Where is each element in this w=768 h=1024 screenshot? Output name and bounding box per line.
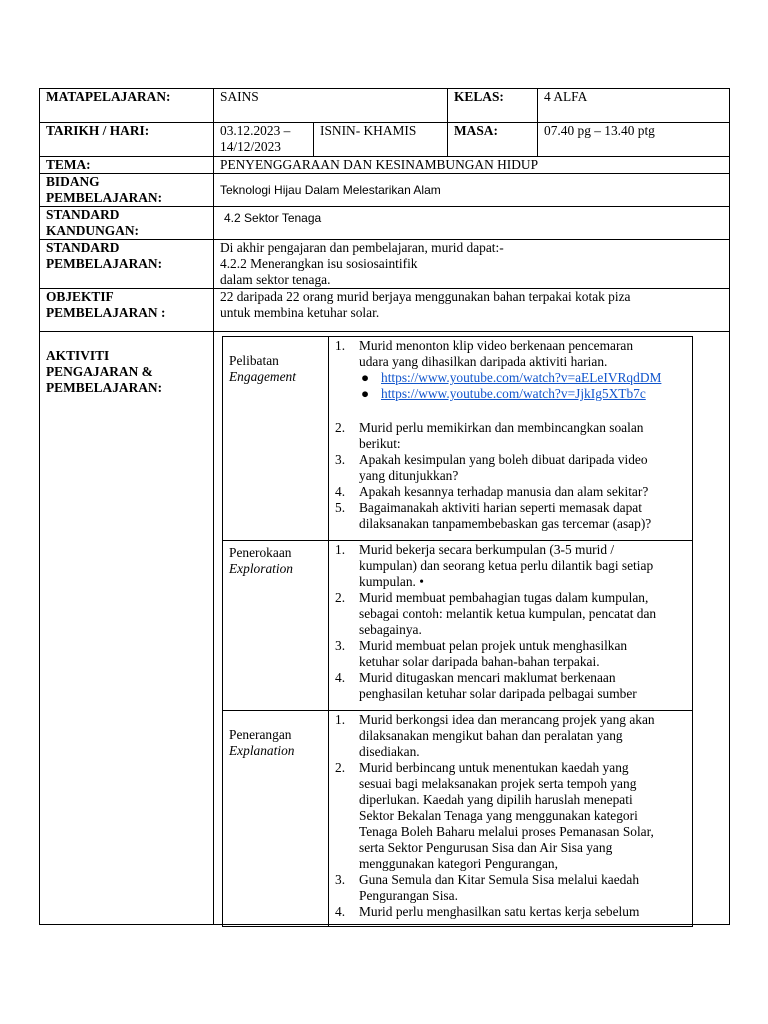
item-line: Murid perlu menghasilkan satu kertas kerja sebelum: [359, 904, 640, 919]
phase-engagement: [223, 337, 329, 541]
item-number: 4.: [335, 670, 346, 685]
item-line: Murid bekerja secara berkumpulan (3-5 murid /: [359, 542, 615, 557]
matapelajaran-value: SAINS: [214, 89, 448, 123]
standard-kandungan-value: [214, 207, 730, 240]
item-number: 4.: [335, 904, 346, 919]
item-line: Bagaimanakah aktiviti harian seperti memasak dapat: [359, 500, 642, 515]
item-number: 2.: [335, 760, 346, 775]
phase-explanation: [223, 711, 329, 927]
objektif-value: [214, 289, 730, 332]
obj-value-line2: untuk membina ketuhar solar.: [220, 305, 380, 320]
item-line: Guna Semula dan Kitar Semula Sisa melalui kaedah: [359, 872, 640, 887]
bidang-label-line1: BIDANG: [46, 174, 100, 189]
list-item: [329, 712, 692, 760]
list-item: [329, 500, 692, 532]
list-item: [329, 338, 692, 370]
sp-label-line2: PEMBELAJARAN:: [46, 256, 163, 271]
obj-label-line1: OBJEKTIF: [46, 289, 114, 304]
kelas-label: KELAS:: [448, 89, 538, 123]
list-item: [329, 904, 692, 920]
item-line: berikut:: [359, 436, 401, 451]
video-link-text[interactable]: https://www.youtube.com/watch?v=JjkIg5XTb7c: [381, 386, 646, 401]
sp-label-line1: STANDARD: [46, 240, 120, 255]
list-item: [329, 590, 692, 638]
akt-label-line3: PEMBELAJARAN:: [46, 380, 163, 395]
lesson-plan-document: [39, 88, 729, 925]
masa-label: MASA:: [448, 123, 538, 157]
phase-exploration: [223, 541, 329, 711]
item-line: Murid berkongsi idea dan merancang projek yang akan: [359, 712, 655, 727]
item-line: Murid membuat pelan projek untuk menghasilkan: [359, 638, 628, 653]
kelas-value: 4 ALFA: [538, 89, 730, 123]
sk-label-line2: KANDUNGAN:: [46, 223, 139, 238]
tema-label: TEMA:: [40, 157, 214, 174]
list-item: [329, 484, 692, 500]
akt-label-line1: AKTIVITI: [46, 348, 110, 363]
aktiviti-content: [214, 332, 730, 925]
item-line: kumpulan. •: [359, 574, 424, 589]
sp-value-line3: dalam sektor tenaga.: [220, 272, 331, 287]
item-number: 1.: [335, 712, 346, 727]
standard-pembelajaran-label: [40, 240, 214, 289]
tarikh-value: [214, 123, 314, 157]
list-item: [329, 638, 692, 670]
item-number: 3.: [335, 872, 346, 887]
lesson-plan-table: [39, 88, 730, 925]
sk-value-text: 4.2 Sektor Tenaga: [224, 211, 322, 225]
list-item: [329, 452, 692, 484]
item-line: Pengurangan Sisa.: [359, 888, 458, 903]
item-line: diperlukan. Kaedah yang dipilih haruslah menepati: [359, 792, 633, 807]
phase-explanation-name: Penerangan: [229, 727, 292, 742]
item-number: 4.: [335, 484, 346, 499]
standard-kandungan-label: [40, 207, 214, 240]
hari-value: ISNIN- KHAMIS: [314, 123, 448, 157]
video-link-1[interactable]: [329, 370, 692, 386]
tarikh-end: 14/12/2023: [220, 139, 282, 154]
list-item: [329, 420, 692, 452]
item-number: 3.: [335, 452, 346, 467]
item-number: 2.: [335, 420, 346, 435]
bidang-value-text: Teknologi Hijau Dalam Melestarikan Alam: [220, 183, 441, 197]
item-line: kumpulan) dan seorang ketua perlu dilantik bagi setiap: [359, 558, 654, 573]
list-item: [329, 670, 692, 702]
item-line: penghasilan ketuhar solar daripada pelbagai sumber: [359, 686, 637, 701]
item-number: 5.: [335, 500, 346, 515]
list-item: [329, 872, 692, 904]
item-line: Apakah kesimpulan yang boleh dibuat daripada video: [359, 452, 648, 467]
matapelajaran-label: MATAPELAJARAN:: [40, 89, 214, 123]
sp-value-line2: 4.2.2 Menerangkan isu sosiosaintifik: [220, 256, 418, 271]
activity-phases-table: [222, 336, 693, 927]
item-line: udara yang dihasilkan daripada aktiviti harian.: [359, 354, 608, 369]
item-line: dilaksanakan tanpamembebaskan gas tercemar (asap)?: [359, 516, 652, 531]
item-line: disediakan.: [359, 744, 420, 759]
phase-engagement-name: Pelibatan: [229, 353, 279, 368]
obj-label-line2: PEMBELAJARAN :: [46, 305, 166, 320]
phase-explanation-name-en: Explanation: [229, 743, 295, 758]
sp-value-line1: Di akhir pengajaran dan pembelajaran, murid dapat:-: [220, 240, 504, 255]
item-number: 3.: [335, 638, 346, 653]
bidang-label-line2: PEMBELAJARAN:: [46, 190, 163, 205]
item-number: 2.: [335, 590, 346, 605]
tema-value: PENYENGGARAAN DAN KESINAMBUNGAN HIDUP: [214, 157, 730, 174]
bidang-label: [40, 174, 214, 207]
item-line: Murid membuat pembahagian tugas dalam kumpulan,: [359, 590, 649, 605]
obj-value-line1: 22 daripada 22 orang murid berjaya menggunakan bahan terpakai kotak piza: [220, 289, 631, 304]
item-line: Tenaga Boleh Baharu melalui proses Pemanasan Solar,: [359, 824, 654, 839]
phase-exploration-name-en: Exploration: [229, 561, 293, 576]
objektif-label: [40, 289, 214, 332]
bidang-value: [214, 174, 730, 207]
video-link-text[interactable]: https://www.youtube.com/watch?v=aELeIVRqdDM: [381, 370, 662, 385]
item-line: yang ditunjukkan?: [359, 468, 459, 483]
item-number: 1.: [335, 338, 346, 353]
masa-value: 07.40 pg – 13.40 ptg: [538, 123, 730, 157]
item-line: sesuai bagi melaksanakan projek serta tempoh yang: [359, 776, 637, 791]
item-line: Apakah kesannya terhadap manusia dan alam sekitar?: [359, 484, 649, 499]
item-line: sebagai contoh: melantik ketua kumpulan, pencatat dan: [359, 606, 657, 621]
item-line: Murid ditugaskan mencari maklumat berkenaan: [359, 670, 616, 685]
list-item: [329, 542, 692, 590]
item-line: dilaksanakan mengikut bahan dan peralatan yang: [359, 728, 623, 743]
explanation-content: [329, 711, 693, 927]
item-line: menggunakan kategori Pengurangan,: [359, 856, 558, 871]
bullet-icon: ●: [361, 370, 370, 385]
sk-label-line1: STANDARD: [46, 207, 120, 222]
video-link-2[interactable]: [329, 386, 692, 402]
item-line: ketuhar solar daripada bahan-bahan terpakai.: [359, 654, 600, 669]
item-line: sebagainya.: [359, 622, 422, 637]
engagement-content: [329, 337, 693, 541]
standard-pembelajaran-value: [214, 240, 730, 289]
tarikh-start: 03.12.2023 –: [220, 123, 291, 138]
phase-engagement-name-en: Engagement: [229, 369, 296, 384]
phase-exploration-name: Penerokaan: [229, 545, 292, 560]
item-line: Murid menonton klip video berkenaan pencemaran: [359, 338, 634, 353]
tarikh-label: TARIKH / HARI:: [40, 123, 214, 157]
item-number: 1.: [335, 542, 346, 557]
item-line: Sektor Bekalan Tenaga yang menggunakan kategori: [359, 808, 638, 823]
akt-label-line2: PENGAJARAN &: [46, 364, 153, 379]
item-line: Murid perlu memikirkan dan membincangkan soalan: [359, 420, 644, 435]
list-item: [329, 760, 692, 872]
exploration-content: [329, 541, 693, 711]
item-line: Murid berbincang untuk menentukan kaedah yang: [359, 760, 629, 775]
aktiviti-label: [40, 332, 214, 925]
item-line: serta Sektor Pengurusan Sisa dan Air Sisa yang: [359, 840, 613, 855]
bullet-icon: ●: [361, 386, 370, 401]
